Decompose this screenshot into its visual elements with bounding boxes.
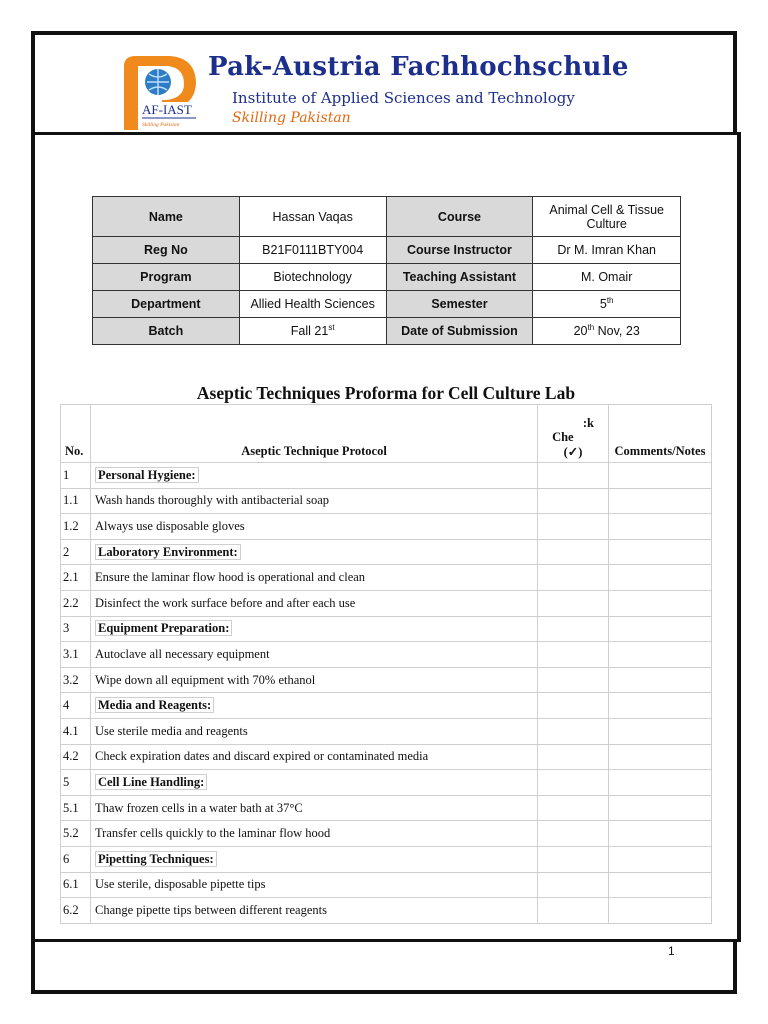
instructor-label: Course Instructor: [386, 237, 533, 264]
checklist-row: [61, 744, 712, 770]
course-label: Course: [386, 197, 533, 237]
comments-cell[interactable]: [608, 488, 711, 514]
department-label: Department: [93, 291, 240, 318]
comments-cell[interactable]: [608, 590, 711, 616]
check-cell[interactable]: [538, 744, 609, 770]
protocol-step: Change pipette tips between different reagents: [90, 898, 537, 924]
check-cell[interactable]: [538, 514, 609, 540]
row-number: 2.2: [61, 590, 91, 616]
comments-cell[interactable]: [608, 744, 711, 770]
info-row: [93, 291, 681, 318]
comments-cell[interactable]: [608, 514, 711, 540]
checklist-row: [61, 667, 712, 693]
protocol-step: Ensure the laminar flow hood is operational and clean: [90, 565, 537, 591]
check-cell[interactable]: [538, 718, 609, 744]
check-cell[interactable]: [538, 463, 609, 489]
course-value: Animal Cell & Tissue Culture: [533, 197, 681, 237]
section-row: [61, 463, 712, 489]
checklist-row: [61, 565, 712, 591]
semester-label: Semester: [386, 291, 533, 318]
row-number: 5: [61, 770, 91, 796]
check-cell[interactable]: [538, 770, 609, 796]
col-header-no: No.: [61, 405, 91, 463]
comments-cell[interactable]: [608, 642, 711, 668]
check-cell[interactable]: [538, 590, 609, 616]
comments-cell[interactable]: [608, 667, 711, 693]
checklist-row: [61, 514, 712, 540]
col-header-check: :k Che (✓): [538, 405, 609, 463]
comments-cell[interactable]: [608, 821, 711, 847]
section-row: [61, 693, 712, 719]
row-number: 5.1: [61, 795, 91, 821]
comments-cell[interactable]: [608, 898, 711, 924]
comments-cell[interactable]: [608, 539, 711, 565]
check-cell[interactable]: [538, 821, 609, 847]
ta-label: Teaching Assistant: [386, 264, 533, 291]
submission-date-label: Date of Submission: [386, 318, 533, 345]
ta-value: M. Omair: [533, 264, 681, 291]
section-heading-text: Pipetting Techniques:: [95, 851, 217, 867]
program-value: Biotechnology: [239, 264, 386, 291]
reg-no-label: Reg No: [93, 237, 240, 264]
section-row: [61, 770, 712, 796]
comments-cell[interactable]: [608, 463, 711, 489]
col-header-comments: Comments/Notes: [608, 405, 711, 463]
protocol-step: Thaw frozen cells in a water bath at 37°C: [90, 795, 537, 821]
department-value: Allied Health Sciences: [239, 291, 386, 318]
row-number: 3: [61, 616, 91, 642]
batch-label: Batch: [93, 318, 240, 345]
university-logo: [118, 52, 200, 132]
section-heading-text: Media and Reagents:: [95, 697, 214, 713]
checklist-title: Aseptic Techniques Proforma for Cell Culture Lab: [196, 383, 576, 403]
comments-cell[interactable]: [608, 693, 711, 719]
section-heading-text: Laboratory Environment:: [95, 544, 241, 560]
info-row: [93, 264, 681, 291]
comments-cell[interactable]: [608, 616, 711, 642]
section-heading: [90, 539, 537, 565]
section-heading: [90, 616, 537, 642]
check-cell[interactable]: [538, 539, 609, 565]
check-cell[interactable]: [538, 846, 609, 872]
info-row: [93, 318, 681, 345]
row-number: 4.2: [61, 744, 91, 770]
protocol-step: Use sterile media and reagents: [90, 718, 537, 744]
row-number: 6.2: [61, 898, 91, 924]
checklist-row: [61, 872, 712, 898]
semester-value: 5th: [533, 291, 681, 318]
row-number: 5.2: [61, 821, 91, 847]
row-number: 3.2: [61, 667, 91, 693]
check-cell[interactable]: [538, 693, 609, 719]
checklist-row: [61, 642, 712, 668]
reg-no-value: B21F0111BTY004: [239, 237, 386, 264]
instructor-value: Dr M. Imran Khan: [533, 237, 681, 264]
checklist-row: [61, 795, 712, 821]
section-heading-text: Cell Line Handling:: [95, 774, 207, 790]
protocol-step: Wash hands thoroughly with antibacterial soap: [90, 488, 537, 514]
comments-cell[interactable]: [608, 565, 711, 591]
logo-subtext: Skilling Pakistan: [142, 122, 180, 128]
checklist-header-row: [61, 405, 712, 463]
logo-text: AF-IAST: [142, 102, 192, 117]
row-number: 1: [61, 463, 91, 489]
protocol-step: Autoclave all necessary equipment: [90, 642, 537, 668]
section-row: [61, 539, 712, 565]
section-heading-text: Equipment Preparation:: [95, 620, 232, 636]
checklist-row: [61, 821, 712, 847]
institute-name: Institute of Applied Sciences and Technology: [232, 89, 575, 107]
name-label: Name: [93, 197, 240, 237]
section-heading: [90, 846, 537, 872]
protocol-step: Wipe down all equipment with 70% ethanol: [90, 667, 537, 693]
info-row: [93, 197, 681, 237]
checklist-row: [61, 488, 712, 514]
row-number: 1.2: [61, 514, 91, 540]
check-cell[interactable]: [538, 795, 609, 821]
protocol-step: Use sterile, disposable pipette tips: [90, 872, 537, 898]
comments-cell[interactable]: [608, 872, 711, 898]
batch-value: Fall 21st: [239, 318, 386, 345]
name-value: Hassan Vaqas: [239, 197, 386, 237]
row-number: 4: [61, 693, 91, 719]
university-name: Pak-Austria Fachhochschule: [208, 52, 629, 82]
checklist-row: [61, 718, 712, 744]
protocol-step: Disinfect the work surface before and after each use: [90, 590, 537, 616]
protocol-step: Check expiration dates and discard expired or contaminated media: [90, 744, 537, 770]
check-cell[interactable]: [538, 565, 609, 591]
row-number: 2.1: [61, 565, 91, 591]
section-row: [61, 616, 712, 642]
page-number: 1: [668, 944, 675, 958]
row-number: 1.1: [61, 488, 91, 514]
check-cell[interactable]: [538, 872, 609, 898]
check-cell[interactable]: [538, 667, 609, 693]
row-number: 6.1: [61, 872, 91, 898]
row-number: 6: [61, 846, 91, 872]
program-label: Program: [93, 264, 240, 291]
check-cell[interactable]: [538, 616, 609, 642]
footer-frame: [31, 940, 737, 994]
comments-cell[interactable]: [608, 770, 711, 796]
comments-cell[interactable]: [608, 718, 711, 744]
section-heading: [90, 693, 537, 719]
checklist-row: [61, 590, 712, 616]
section-heading: [90, 463, 537, 489]
section-heading-text: Personal Hygiene:: [95, 467, 199, 483]
row-number: 3.1: [61, 642, 91, 668]
col-header-protocol: Aseptic Technique Protocol: [90, 405, 537, 463]
section-row: [61, 846, 712, 872]
row-number: 2: [61, 539, 91, 565]
motto: Skilling Pakistan: [232, 110, 351, 126]
check-cell[interactable]: [538, 642, 609, 668]
comments-cell[interactable]: [608, 846, 711, 872]
checklist-row: [61, 898, 712, 924]
submission-date-value: 20th Nov, 23: [533, 318, 681, 345]
check-cell[interactable]: [538, 898, 609, 924]
student-info-table: [92, 196, 681, 345]
protocol-step: Transfer cells quickly to the laminar flow hood: [90, 821, 537, 847]
protocol-step: Always use disposable gloves: [90, 514, 537, 540]
check-cell[interactable]: [538, 488, 609, 514]
section-heading: [90, 770, 537, 796]
checklist-table: [60, 404, 712, 924]
comments-cell[interactable]: [608, 795, 711, 821]
info-row: [93, 237, 681, 264]
row-number: 4.1: [61, 718, 91, 744]
